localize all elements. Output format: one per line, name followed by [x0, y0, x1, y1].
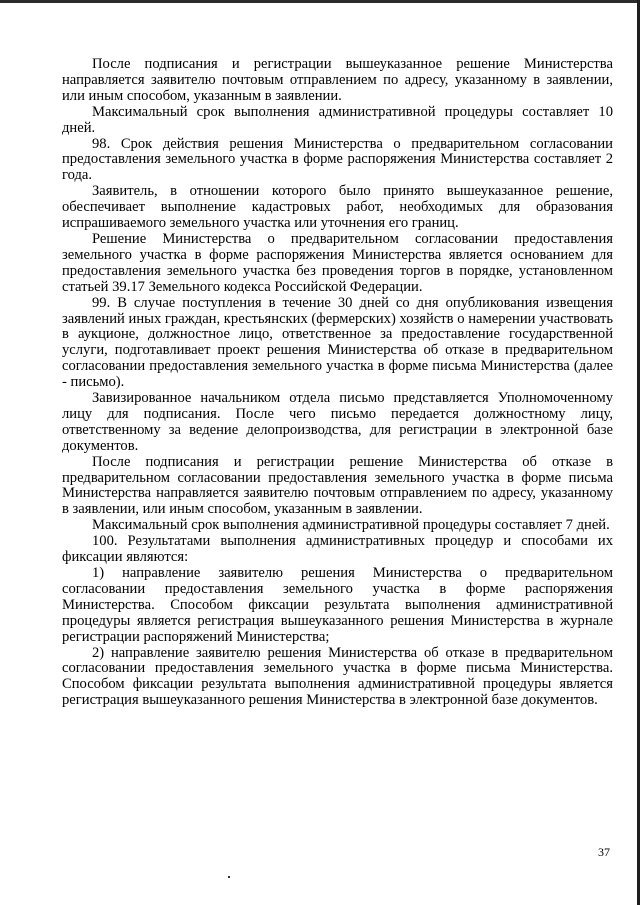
- paragraph: 99. В случае поступления в течение 30 дней со дня опубликования извещения заявлений иных граждан, крестьянских (фермерских) хозяйств о намерении участвовать в аукционе, должностное лицо, ответственное за предоставление государственной услуги, подготавливает проект решения Министерства об отказе в предварительном согласовании предоставления земельного участка в форме письма Министерства (далее - письмо).: [62, 294, 613, 391]
- paragraph: После подписания и регистрации вышеуказанное решение Министерства направляется заявителю почтовым отправлением по адресу, указанному в заявлении, или иным способом, указанным в заявлении.: [62, 56, 613, 104]
- paragraph: 2) направление заявителю решения Министерства об отказе в предварительном согласовании предоставления земельного участка в форме письма Министерства. Способом фиксации результата выполнения административной процедуры является регистрация вышеуказанного решения Министерства в электронной базе документов.: [62, 644, 613, 709]
- paragraph: 1) направление заявителю решения Министерства о предварительном согласовании предоставления земельного участка в форме распоряжения Министерства. Способом фиксации результата выполнения административной процедуры является регистрация вышеуказанного решения Министерства в журнале регистрации распоряжений Министерства;: [62, 565, 613, 645]
- scan-top-edge: [0, 0, 640, 3]
- paragraph: Решение Министерства о предварительном согласовании предоставления земельного участка в форме распоряжения Министерства является основанием для предоставления земельного участка без проведения торгов в порядке, установленном статьей 39.17 Земельного кодекса Российской Федерации.: [62, 230, 613, 295]
- paragraph: Заявитель, в отношении которого было принято вышеуказанное решение, обеспечивает выполнение кадастровых работ, необходимых для образования испрашиваемого земельного участка или уточнения его границ.: [62, 183, 613, 232]
- paragraph: 98. Срок действия решения Министерства о предварительном согласовании предоставления земельного участка в форме распоряжения Министерства составляет 2 года.: [62, 135, 613, 184]
- paragraph: 100. Результатами выполнения административных процедур и способами их фиксации являются:: [62, 533, 613, 566]
- paragraph: Завизированное начальником отдела письмо представляется Уполномоченному лицу для подписания. После чего письмо передается должностному лицу, ответственному за ведение делопроизводства, для регистрации в электронной базе документов.: [62, 390, 613, 454]
- paragraph: Максимальный срок выполнения административной процедуры составляет 7 дней.: [92, 517, 610, 534]
- scan-speck: [228, 876, 230, 878]
- document-body: [62, 57, 613, 709]
- paragraph: После подписания и регистрации решение Министерства об отказе в предварительном согласовании предоставления земельного участка в форме письма Министерства направляется заявителю почтовым отправлением по адресу, указанному в заявлении, или иным способом, указанным в заявлении.: [62, 453, 613, 518]
- page-number: 37: [598, 845, 610, 859]
- paragraph: Максимальный срок выполнения административной процедуры составляет 10 дней.: [62, 103, 613, 136]
